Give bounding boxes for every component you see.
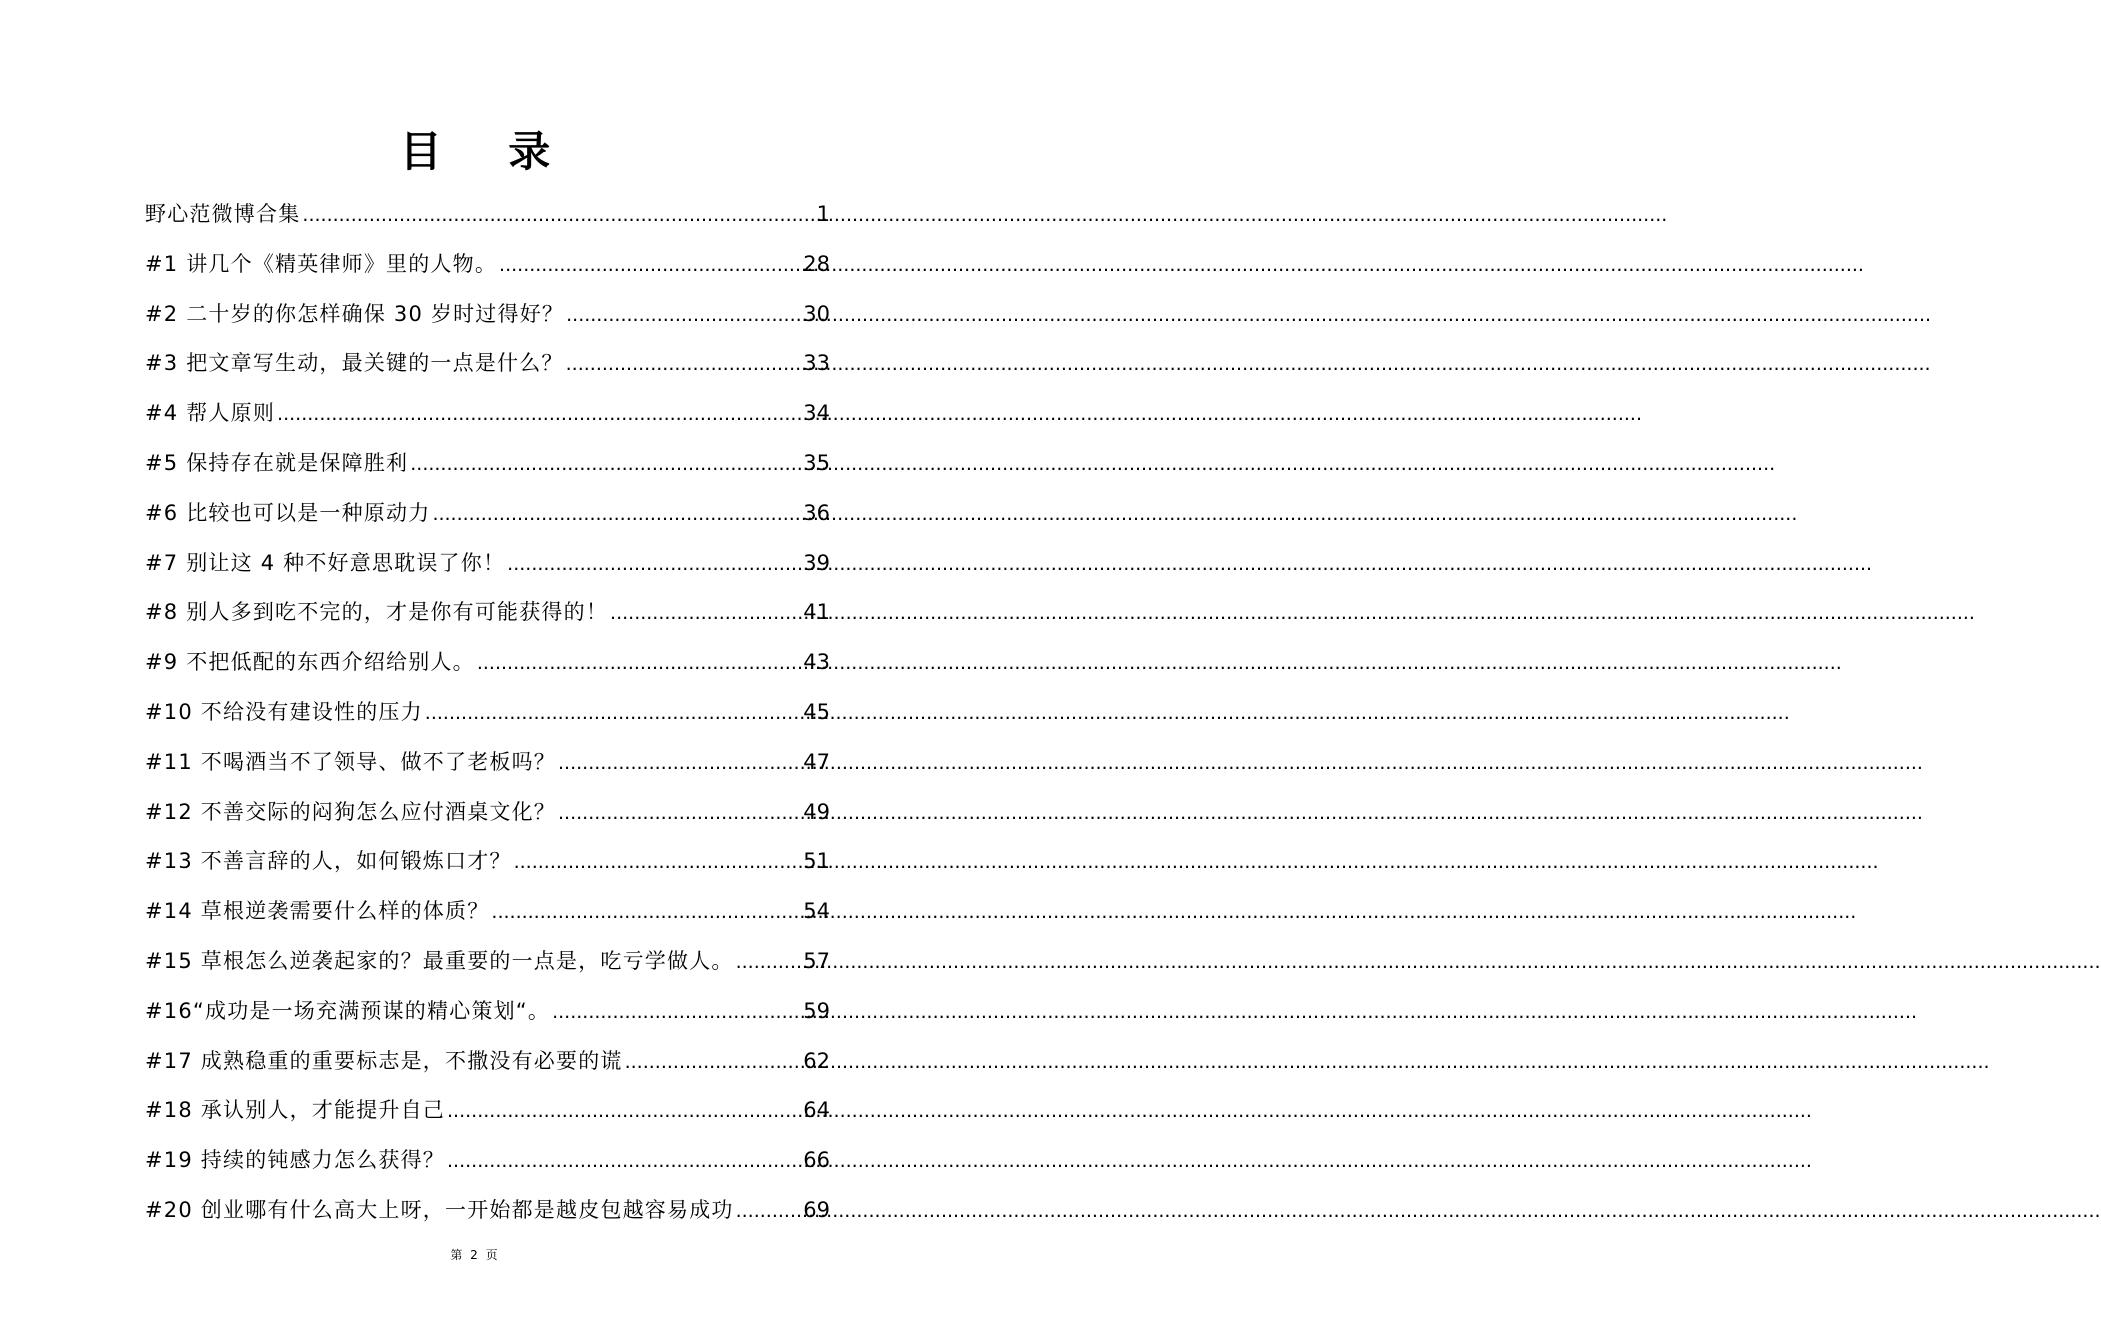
toc-entry-page: 59 [803,998,830,1023]
toc-entry-title: #17 成熟稳重的重要标志是，不撒没有必要的谎 [145,1048,623,1073]
toc-leader-dots [507,540,801,590]
toc-leader-dots [491,888,801,938]
toc-leader-dots [566,340,802,390]
toc-entry-page: 69 [803,1197,830,1222]
toc-leader-dots [432,490,801,540]
toc-entry-page: 57 [803,948,830,973]
toc-entry[interactable] [145,389,830,439]
toc-entry[interactable] [145,290,830,340]
toc-entry-title: #2 二十岁的你怎样确保 30 岁时过得好？ [145,301,565,326]
toc-leader-dots [736,1187,802,1237]
toc-entry[interactable] [145,1136,830,1186]
toc-leader-dots [499,241,801,291]
toc-entry-page: 43 [803,650,830,675]
toc-entry-page: 51 [803,849,830,874]
toc-entry-page: 66 [803,1148,830,1173]
toc-entry-page: 28 [803,251,830,276]
toc-entry[interactable] [145,240,830,290]
toc-entry[interactable] [145,439,830,489]
toc-leader-dots [477,639,801,689]
toc-entry-page: 62 [803,1048,830,1073]
toc-leader-dots [552,988,801,1038]
toc-entry-page: 39 [803,550,830,575]
toc-entry[interactable] [145,937,830,987]
toc-entry-title: #4 帮人原则 [145,401,276,426]
toc-entry-page: 64 [803,1098,830,1123]
toc-leader-dots [447,1087,801,1137]
toc-entry-title: #16“成功是一场充满预谋的精心策划“。 [145,998,551,1023]
toc-entry-page: 35 [803,450,830,475]
toc-entry[interactable] [145,887,830,937]
toc-entry[interactable] [145,987,830,1037]
toc-entry-title: #11 不喝酒当不了领导、做不了老板吗？ [145,749,556,774]
toc-entry-title: #14 草根逆袭需要什么样的体质？ [145,899,490,924]
toc-entry-title: #1 讲几个《精英律师》里的人物。 [145,251,498,276]
toc-entry[interactable] [145,588,830,638]
toc-entry-title: #15 草根怎么逆袭起家的？最重要的一点是，吃亏学做人。 [145,948,734,973]
table-of-contents [145,190,830,1236]
toc-leader-dots [447,1137,801,1187]
toc-leader-dots [566,291,801,341]
toc-entry-title: #10 不给没有建设性的压力 [145,699,423,724]
toc-entry-page: 30 [803,301,830,326]
toc-leader-dots [625,1038,802,1088]
toc-entry-title: #12 不善交际的闷狗怎么应付酒桌文化？ [145,799,556,824]
toc-entry[interactable] [145,1186,830,1236]
toc-entry[interactable] [145,190,830,240]
toc-entry-title: #9 不把低配的东西介绍给别人。 [145,650,475,675]
toc-entry[interactable] [145,837,830,887]
toc-entry-page: 41 [803,600,830,625]
toc-entry-title: #5 保持存在就是保障胜利 [145,450,409,475]
toc-leader-dots [558,739,801,789]
toc-entry-page: 54 [803,899,830,924]
toc-entry[interactable] [145,788,830,838]
page-title: 目 录 [399,127,577,176]
toc-entry[interactable] [145,638,830,688]
toc-entry-page: 45 [803,699,830,724]
toc-entry-title: #6 比较也可以是一种原动力 [145,500,431,525]
toc-entry-page: 34 [803,401,830,426]
toc-entry[interactable] [145,738,830,788]
toc-leader-dots [558,789,801,839]
toc-entry-title: #20 创业哪有什么高大上呀，一开始都是越皮包越容易成功 [145,1197,734,1222]
toc-leader-dots [277,390,801,440]
toc-entry-page: 47 [803,749,830,774]
toc-entry[interactable] [145,539,830,589]
page-number-footer: 第 2 页 [450,1248,500,1262]
toc-entry[interactable] [145,1037,830,1087]
toc-leader-dots [736,938,802,988]
toc-entry-page: 33 [803,351,830,376]
toc-entry-title: #13 不善言辞的人，如何锻炼口才？ [145,849,512,874]
toc-entry[interactable] [145,339,830,389]
toc-leader-dots [610,589,801,639]
toc-leader-dots [425,689,801,739]
toc-leader-dots [302,191,814,241]
toc-entry-page: 1 [816,202,830,226]
toc-entry-page: 36 [803,500,830,525]
toc-entry-title: #3 把文章写生动，最关键的一点是什么？ [145,351,564,376]
toc-leader-dots [410,440,801,490]
toc-leader-dots [514,838,802,888]
toc-entry[interactable] [145,489,830,539]
toc-entry-title: #18 承认别人，才能提升自己 [145,1098,445,1123]
toc-entry-title: 野心范微博合集 [145,202,301,226]
toc-entry-title: #19 持续的钝感力怎么获得？ [145,1148,445,1173]
toc-entry-page: 49 [803,799,830,824]
toc-entry[interactable] [145,688,830,738]
toc-entry-title: #7 别让这 4 种不好意思耽误了你！ [145,550,506,575]
toc-entry[interactable] [145,1086,830,1136]
toc-entry-title: #8 别人多到吃不完的，才是你有可能获得的！ [145,600,609,625]
